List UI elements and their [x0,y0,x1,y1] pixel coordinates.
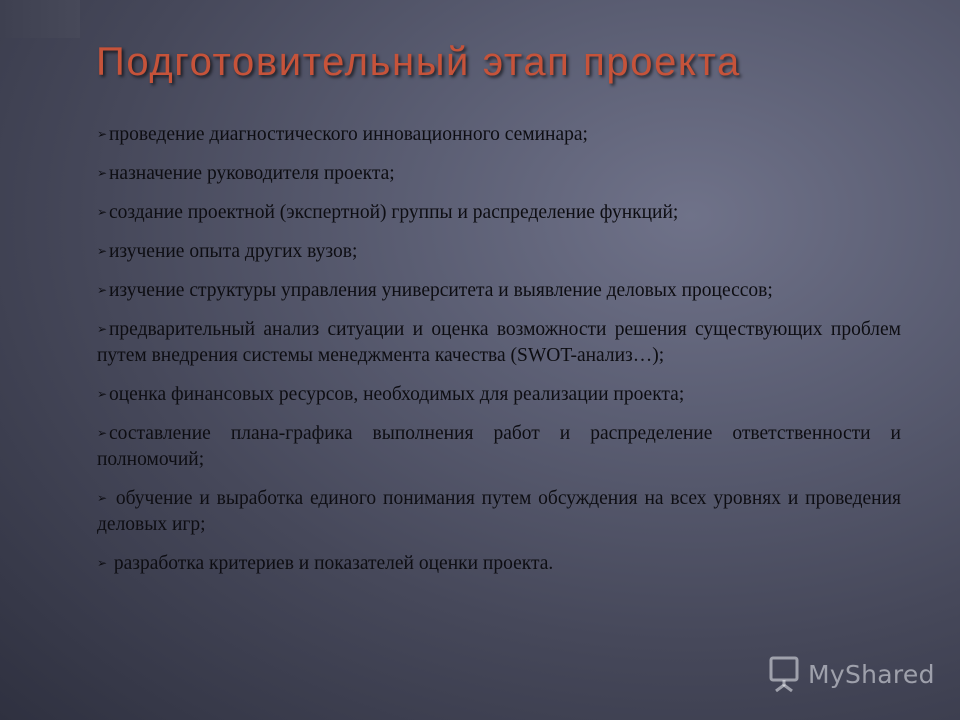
list-item-text: составление плана-графика выполнения работ и распределение ответственности и полномочий; [97,423,901,470]
bullet-arrow-icon: ➢ [97,283,108,297]
list-item-text: создание проектной (экспертной) группы и распределение функций; [109,202,679,223]
bullet-arrow-icon: ➢ [97,426,108,440]
list-item [97,421,901,473]
list-item-text: оценка финансовых ресурсов, необходимых для реализации проекта; [109,384,685,405]
corner-decoration [0,0,80,38]
bullet-arrow-icon: ➢ [97,491,108,505]
list-item-text: назначение руководителя проекта; [109,163,395,184]
list-item-text: изучение структуры управления университета и выявление деловых процессов; [109,280,773,301]
bullet-arrow-icon: ➢ [97,387,108,401]
list-item [97,551,901,577]
bullet-list [97,122,901,590]
bullet-arrow-icon: ➢ [97,205,108,219]
slide-title: Подготовительный этап проекта [96,40,741,84]
list-item-text: проведение диагностического инновационного семинара; [109,124,588,145]
bullet-arrow-icon: ➢ [97,322,108,336]
list-item-text: предварительный анализ ситуации и оценка возможности решения существующих проблем путем внедрения системы менеджмента качества (SWOT-анализ…); [97,319,901,366]
list-item-text: изучение опыта других вузов; [109,241,358,262]
list-item [97,317,901,369]
list-item [97,278,901,304]
watermark [768,656,935,692]
list-item [97,239,901,265]
myshared-logo-icon [768,656,800,692]
list-item [97,382,901,408]
bullet-arrow-icon: ➢ [97,127,108,141]
list-item [97,200,901,226]
bullet-arrow-icon: ➢ [97,166,108,180]
bullet-arrow-icon: ➢ [97,556,108,570]
list-item [97,161,901,187]
list-item [97,486,901,538]
list-item-text: разработка критериев и показателей оценки проекта. [109,553,554,574]
list-item-text: обучение и выработка единого понимания путем обсуждения на всех уровнях и проведения деловых игр; [97,488,901,535]
list-item [97,122,901,148]
watermark-text: MyShared [808,659,935,689]
bullet-arrow-icon: ➢ [97,244,108,258]
